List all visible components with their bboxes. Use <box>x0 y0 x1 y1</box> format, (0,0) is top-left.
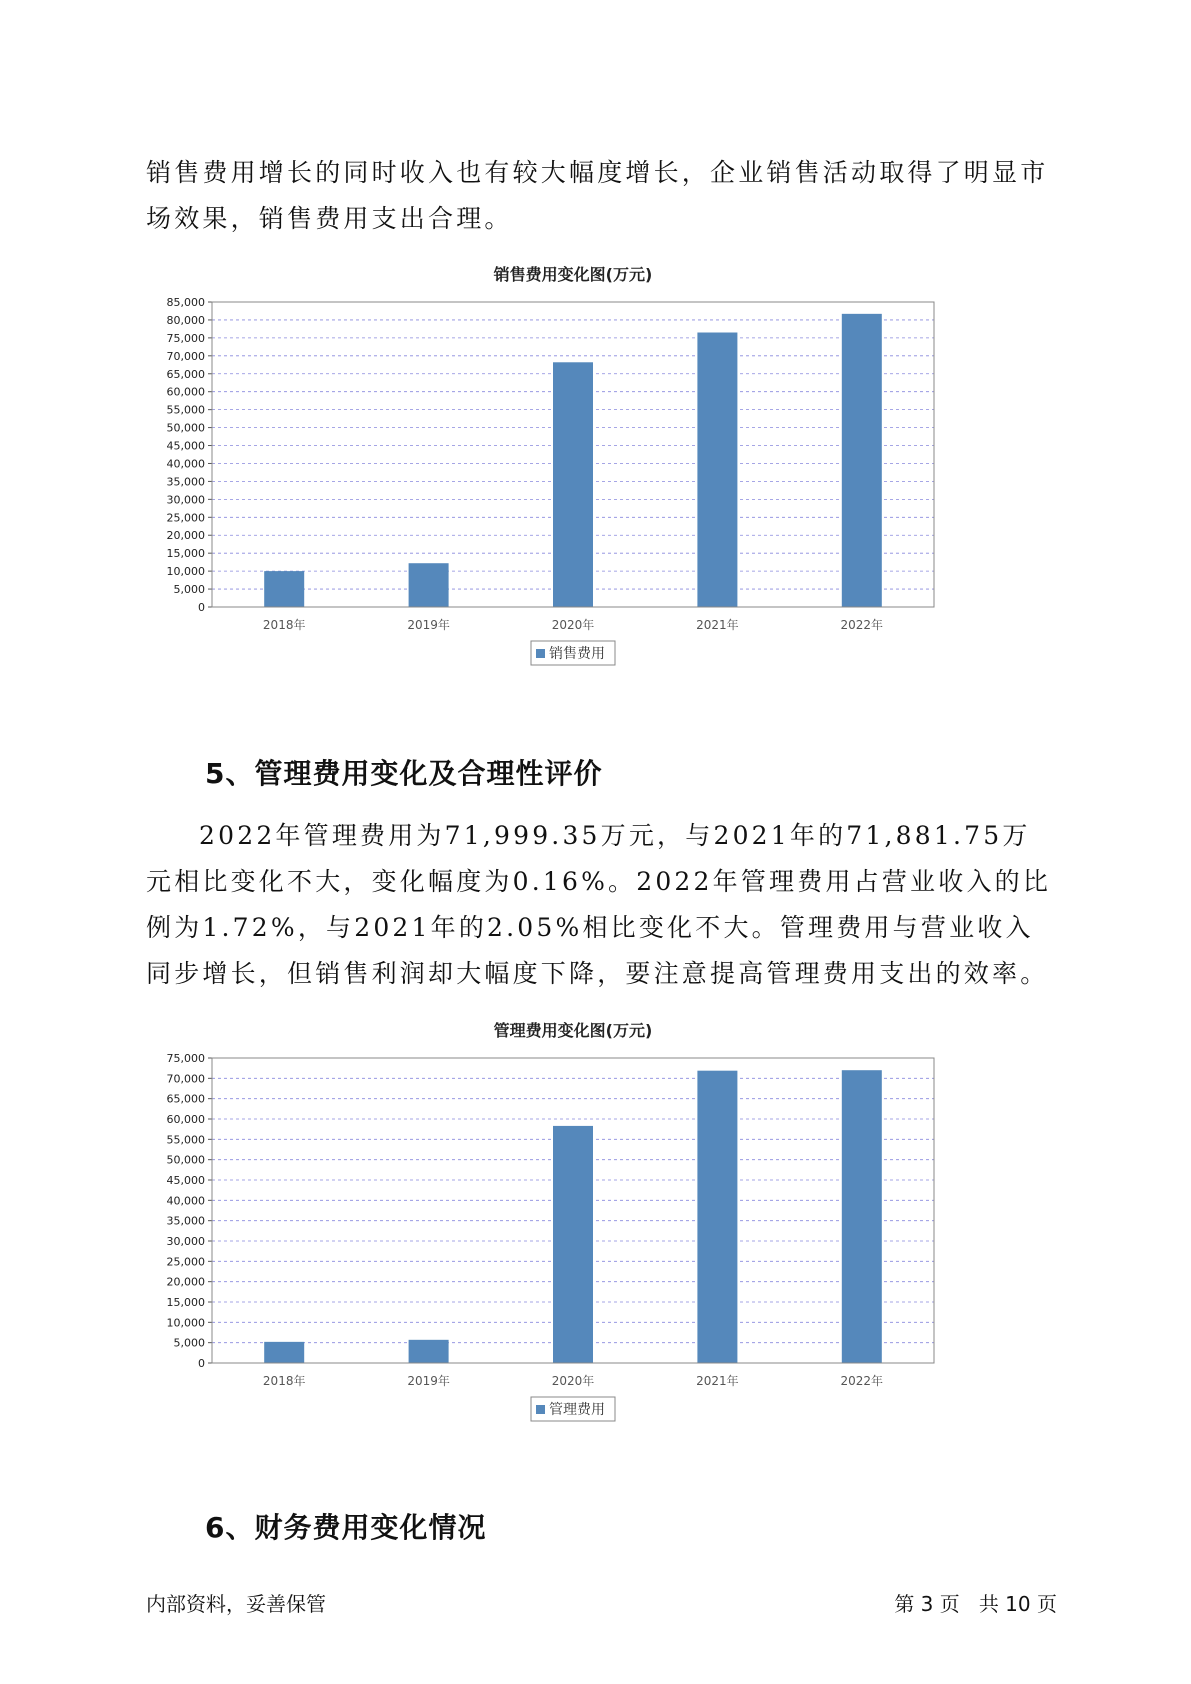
legend-swatch <box>536 1405 545 1414</box>
y-tick-label: 45,000 <box>166 1174 205 1187</box>
bar <box>842 314 882 607</box>
y-tick-label: 40,000 <box>166 457 205 471</box>
y-tick-label: 35,000 <box>166 475 205 489</box>
y-tick-label: 20,000 <box>166 529 205 543</box>
y-tick-label: 75,000 <box>166 331 205 345</box>
chart-svg <box>160 262 1030 682</box>
chart-title: 管理费用变化图(万元) <box>493 1021 653 1040</box>
bar <box>264 571 304 607</box>
x-tick-label: 2020年 <box>551 1374 595 1388</box>
footer-page-number: 第 3 页 共 10 页 <box>894 1592 1057 1616</box>
x-tick-label: 2022年 <box>840 618 884 632</box>
x-tick-label: 2018年 <box>262 1374 306 1388</box>
y-tick-label: 70,000 <box>166 349 205 363</box>
y-tick-label: 15,000 <box>166 547 205 561</box>
section-heading-5: 5、管理费用变化及合理性评价 <box>205 757 603 790</box>
y-tick-label: 60,000 <box>166 1113 205 1126</box>
y-tick-label: 55,000 <box>166 1133 205 1147</box>
bar <box>697 1071 737 1363</box>
y-tick-label: 35,000 <box>166 1214 205 1228</box>
y-tick-label: 10,000 <box>166 565 205 579</box>
bar <box>842 1070 882 1363</box>
y-tick-label: 5,000 <box>173 1336 205 1350</box>
x-tick-label: 2021年 <box>696 618 739 632</box>
y-tick-label: 75,000 <box>166 1052 205 1065</box>
x-tick-label: 2018年 <box>262 618 306 632</box>
y-tick-label: 15,000 <box>166 1296 205 1309</box>
x-tick-label: 2019年 <box>407 618 450 632</box>
y-tick-label: 50,000 <box>166 421 205 435</box>
bar <box>553 362 593 607</box>
y-tick-label: 20,000 <box>166 1275 205 1289</box>
sales-expense-chart <box>160 262 1030 682</box>
y-tick-label: 85,000 <box>166 296 205 309</box>
y-tick-label: 30,000 <box>166 493 205 507</box>
paragraph-admin-expense: 2022年管理费用为71,999.35万元，与2021年的71,881.75万元相比变化不大，变化幅度为0.16%。2022年管理费用占营业收入的比例为1.72%，与2021年的2.05%相比变化不大。管理费用与营业收入同步增长，但销售利润却大幅度下降，要注意提高管理费用支出的效率。 <box>146 821 1052 988</box>
y-tick-label: 25,000 <box>166 1255 205 1269</box>
paragraph-sales-expense-conclusion: 销售费用增长的同时收入也有较大幅度增长，企业销售活动取得了明显市场效果，销售费用支出合理。 <box>146 158 1049 233</box>
x-tick-label: 2019年 <box>407 1374 450 1388</box>
y-tick-label: 50,000 <box>166 1153 205 1167</box>
admin-expense-chart <box>160 1018 1030 1438</box>
y-tick-label: 80,000 <box>166 313 205 327</box>
legend-label: 管理费用 <box>549 1402 605 1418</box>
chart-svg <box>160 1018 1030 1438</box>
y-tick-label: 45,000 <box>166 439 205 453</box>
footer-confidential-note: 内部资料，妥善保管 <box>146 1592 326 1616</box>
y-tick-label: 40,000 <box>166 1194 205 1208</box>
y-tick-label: 30,000 <box>166 1235 205 1248</box>
y-tick-label: 70,000 <box>166 1072 205 1086</box>
bar <box>409 1340 449 1363</box>
y-tick-label: 55,000 <box>166 403 205 417</box>
y-tick-label: 65,000 <box>166 1092 205 1106</box>
bar <box>264 1342 304 1363</box>
y-tick-label: 0 <box>198 1357 205 1370</box>
y-tick-label: 0 <box>198 601 205 614</box>
bar <box>409 563 449 607</box>
chart-title: 销售费用变化图(万元) <box>493 265 653 284</box>
y-tick-label: 65,000 <box>166 367 205 381</box>
y-tick-label: 10,000 <box>166 1316 205 1330</box>
legend-label: 销售费用 <box>549 646 605 662</box>
bar <box>553 1126 593 1363</box>
x-tick-label: 2020年 <box>551 618 595 632</box>
y-tick-label: 25,000 <box>166 511 205 525</box>
bar <box>697 333 737 608</box>
legend-swatch <box>536 649 545 658</box>
y-tick-label: 60,000 <box>166 385 205 399</box>
x-tick-label: 2021年 <box>696 1374 739 1388</box>
x-tick-label: 2022年 <box>840 1374 884 1388</box>
section-heading-6: 6、财务费用变化情况 <box>205 1511 487 1544</box>
y-tick-label: 5,000 <box>173 583 205 597</box>
